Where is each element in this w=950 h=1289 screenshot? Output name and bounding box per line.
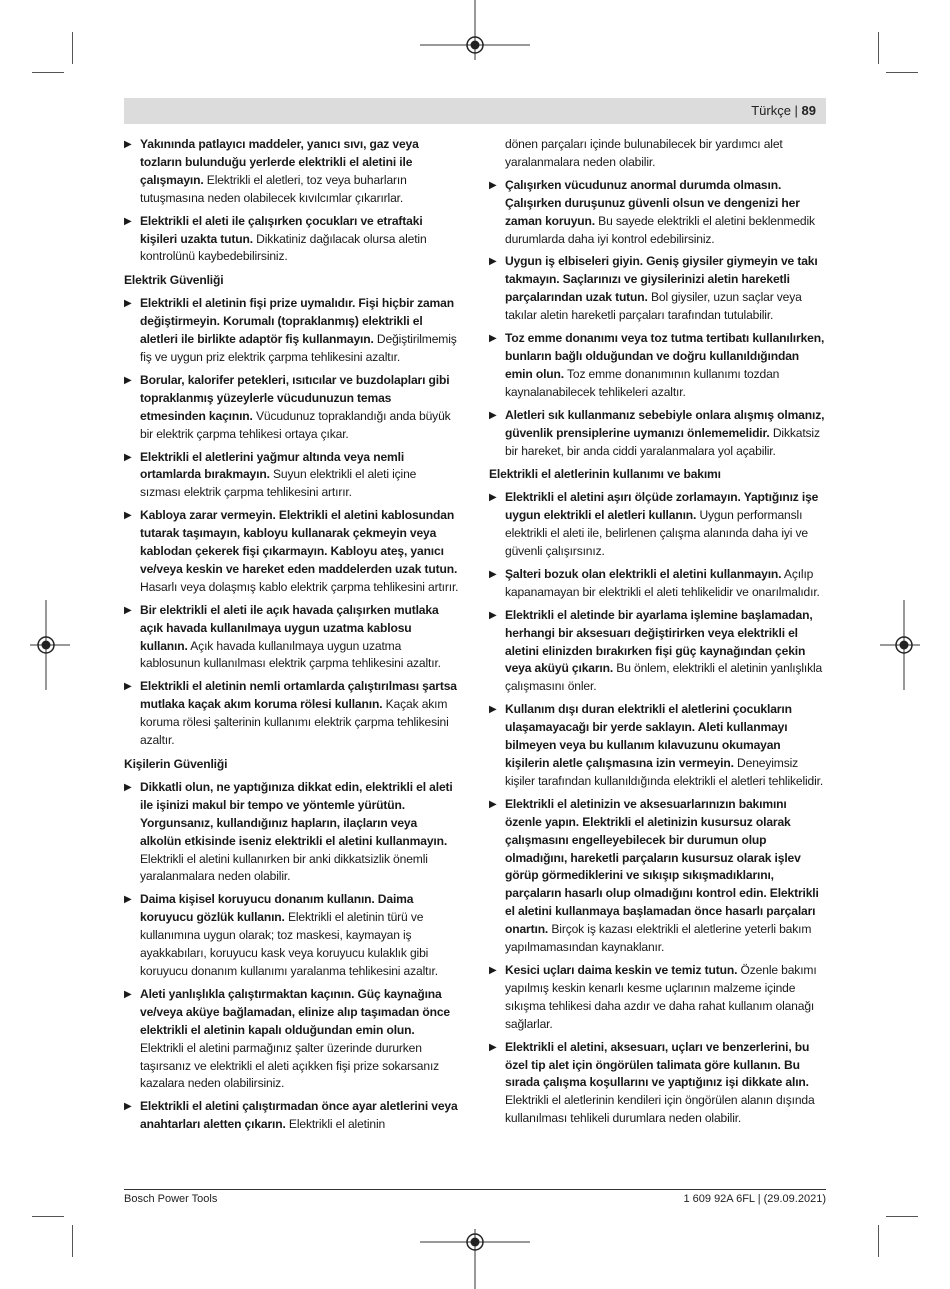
bullet-triangle-icon: ▶ — [124, 451, 132, 463]
registration-mark-bottom — [420, 1229, 530, 1289]
bullet-triangle-icon: ▶ — [489, 704, 497, 716]
safety-instruction — [489, 177, 825, 249]
section-heading: Kişilerin Güvenliği — [124, 757, 228, 771]
instruction-bold-text: Elektrikli el aletlerini yağmur altında veya nemli ortamlarda bırakmayın. — [140, 449, 405, 482]
header-text — [751, 103, 816, 118]
instruction-bold-text: Yakınında patlayıcı maddeler, yanıcı sıvı, gaz veya tozların bulunduğu yerlerde elektrikli el aletini ile çalışmayın. — [140, 137, 419, 187]
instruction-text: Kaçak akım koruma rölesi şalterinin kullanımı elektrik çarpma tehlikesini azaltır. — [140, 697, 449, 748]
instruction-text: Bol giysiler, uzun saçlar veya takılar aletin hareketli parçaları tarafından tutulabilir. — [505, 290, 802, 323]
bullet-triangle-icon: ▶ — [124, 1101, 132, 1113]
instruction-text: Elektrikli el aletleri, toz veya buharların tutuşmasına neden olabilecek kıvılcımlar çıkarırlar. — [140, 172, 407, 205]
safety-instruction — [489, 962, 825, 1034]
instruction-bold-text: Elektrikli el aletinizin ve aksesuarlarınızın bakımını özenle yapın. Elektrikli el aletinizin kusursuz olarak çalışmasını engelleyebilecek bir durumun olup olmadığını, hareketli parçaların kusursuz olarak işlev görüp görmediklerini ve sıkışıp sıkışmadıklarını, parçaların hasarlı olup olmadığını kontrol edin. Elektrikli el aletini kullanmaya başlamadan önce hasarlı parçaları onartın. — [505, 796, 819, 937]
safety-instruction — [489, 407, 825, 461]
bullet-triangle-icon: ▶ — [124, 139, 132, 150]
instruction-text: Deneyimsiz kişiler tarafından kullanıldığında elektrikli el aletleri tehlikelidir. — [505, 756, 824, 788]
safety-instruction — [489, 701, 825, 791]
footer-document-code: 1 609 92A 6FL | (29.09.2021) — [683, 1193, 826, 1205]
instruction-text: Uygun performanslı elektrikli el aleti ile, belirlenen çalışma alanında daha iyi ve güvenli çalışırsınız. — [505, 508, 808, 559]
safety-instruction — [124, 602, 460, 674]
safety-instruction — [489, 330, 825, 402]
instruction-bold-text: Bir elektrikli el aleti ile açık havada çalışırken mutlaka açık havada kullanılmaya uygun uzatma kablosu kullanın. — [140, 602, 439, 653]
crop-mark — [72, 32, 73, 64]
crop-mark — [72, 1225, 73, 1257]
instruction-bold-text: Dikkatli olun, ne yaptığınıza dikkat edin, elektrikli el aleti ile işinizi makul bir tempo ve yöntemle yürütün. Yorgunsanız, kullandığınız hapların, ilaçların veya alkolün etkisinde iseniz elektrikli el aletini kullanmayın. — [140, 779, 453, 848]
safety-instruction — [489, 1039, 825, 1129]
instruction-text: Dikkatsiz bir hareket, bir anda ciddi yaralanmalara yol açabilir. — [505, 425, 820, 458]
instruction-bold-text: Daima kişisel koruyucu donanım kullanın. Daima koruyucu gözlük kullanın. — [140, 892, 414, 925]
instruction-text: Özenle bakımı yapılmış keskin kenarlı kesme uçlarının malzeme içinde sıkışma tehlikesi daha azdır ve daha rahat kullanım olanağı sağlarlar. — [505, 962, 817, 1031]
safety-instruction — [489, 489, 825, 561]
instruction-text: Elektrikli el aletini parmağınız şalter üzerinde dururken taşırsanız ve elektrikli el aleti açıkken fişi prize sokarsanız kazalara neden olabilirsiniz. — [140, 1040, 440, 1091]
header-separator: | — [790, 103, 802, 118]
bullet-triangle-icon: ▶ — [124, 681, 132, 693]
right-column — [489, 136, 825, 1133]
instruction-text: Açık havada kullanılmaya uygun uzatma kablosunun kullanılması elektrik çarpma tehlikesini azaltır. — [140, 638, 441, 671]
instruction-bold-text: Kabloya zarar vermeyin. Elektrikli el aletini kablosundan tutarak taşımayın, kabloyu kullanarak çekmeyin veya kablodan çekerek fişi çıkarmayın. Kabloyu ateş, yanıcı ve/veya keskin ve hareket eden maddelerden uzak tutun. — [140, 508, 458, 576]
instruction-bold-text: Elektrikli el aletini aşırı ölçüde zorlamayın. Yaptığınız işe uygun elektrikli el aletleri kullanın. — [505, 490, 819, 523]
safety-instruction — [124, 213, 460, 267]
safety-instruction — [124, 136, 460, 208]
instruction-bold-text: Elektrikli el aletini, aksesuarı, uçları ve benzerlerini, bu özel tip alet için öngörülen talimata göre kullanın. Bu sırada çalışma koşullarını ve yaptığınız işi dikkate alın. — [505, 1039, 810, 1090]
crop-mark — [878, 32, 879, 64]
crop-mark — [886, 1216, 918, 1217]
bullet-triangle-icon: ▶ — [489, 256, 497, 268]
instruction-text: Birçok iş kazası elektrikli el aletlerine yeterli bakım yapılmamasından kaynaklanır. — [505, 922, 812, 955]
safety-instruction — [124, 507, 460, 597]
left-column — [124, 136, 460, 1139]
safety-instruction — [124, 295, 460, 367]
bullet-triangle-icon: ▶ — [489, 798, 497, 810]
continued-paragraph: dönen parçaları içinde bulunabilecek bir yardımcı alet yaralanmalara neden olabilir. — [505, 137, 783, 169]
registration-mark-top — [420, 0, 530, 60]
instruction-bold-text: Elektrikli el aletinin fişi prize uymalıdır. Fişi hiçbir zaman değiştirmeyin. Korumalı (topraklanmış) elektrikli el aletleri ile birlikte adaptör fiş kullanmayın. — [140, 296, 454, 347]
crop-mark — [886, 72, 918, 73]
instruction-bold-text: Elektrikli el aletinin nemli ortamlarda çalıştırılması şartsa mutlaka kaçak akım koruma rölesi kullanın. — [140, 679, 457, 712]
bullet-triangle-icon: ▶ — [489, 492, 497, 504]
safety-instruction — [124, 986, 460, 1093]
bullet-triangle-icon: ▶ — [124, 781, 132, 793]
instruction-text: Dikkatiniz dağılacak olursa aletin kontrolünü kaybedebilirsiniz. — [140, 231, 427, 264]
safety-instruction — [489, 796, 825, 957]
instruction-text: Bu sayede elektrikli el aletini beklenmedik durumlarda daha iyi kontrol edebilirsiniz. — [505, 213, 815, 246]
safety-instruction — [124, 372, 460, 444]
bullet-triangle-icon: ▶ — [489, 409, 497, 421]
safety-instruction — [489, 253, 825, 325]
instruction-text: Elektrikli el aletini kullanırken bir anki dikkatsizlik önemli yaralanmalara neden olabilir. — [140, 851, 428, 884]
bullet-triangle-icon: ▶ — [489, 964, 497, 976]
registration-mark-left — [30, 600, 70, 690]
safety-instruction — [124, 678, 460, 750]
section-heading: Elektrikli el aletlerinin kullanımı ve bakımı — [489, 467, 721, 482]
instruction-text: Suyun elektrikli el aleti içine sızması elektrik çarpma tehlikesini artırır. — [140, 467, 417, 500]
bullet-triangle-icon: ▶ — [124, 604, 132, 616]
bullet-triangle-icon: ▶ — [489, 568, 497, 580]
safety-instruction — [124, 1098, 460, 1134]
crop-mark — [32, 1216, 64, 1217]
footer-brand: Bosch Power Tools — [124, 1193, 218, 1205]
bullet-triangle-icon: ▶ — [124, 988, 132, 1000]
page-header — [124, 98, 826, 124]
instruction-text: Hasarlı veya dolaşmış kablo elektrik çarpma tehlikesini artırır. — [140, 579, 459, 594]
instruction-bold-text: Elektrikli el aletini çalıştırmadan önce ayar aletlerini veya anahtarları aletten çıkarın. — [140, 1099, 458, 1132]
page-number: 89 — [801, 103, 816, 118]
safety-instruction — [489, 607, 825, 697]
instruction-text: Toz emme donanımının kullanımı tozdan kaynalanabilecek tehlikeleri azaltır. — [505, 366, 780, 399]
bullet-triangle-icon: ▶ — [124, 298, 132, 310]
instruction-text: Elektrikli el aletinin türü ve kullanımına uygun olarak; toz maskesi, kaymayan iş ayakkabıları, koruyucu kask veya koruyucu kulaklık gibi koruyucu donanım kullanımı yaralanma tehlikesini azaltır. — [140, 910, 438, 978]
instruction-text: Vücudunuz topraklandığı anda büyük bir elektrik çarpma tehlikesi ortaya çıkar. — [140, 408, 451, 441]
page-footer — [124, 1189, 826, 1205]
bullet-triangle-icon: ▶ — [124, 894, 132, 906]
instruction-bold-text: Şalteri bozuk olan elektrikli el aletini kullanmayın. — [505, 566, 782, 581]
instruction-bold-text: Kesici uçları daima keskin ve temiz tutun. — [505, 962, 738, 977]
instruction-text: Açılıp kapanamayan bir elektrikli el aleti tehlikelidir ve onarılmalıdır. — [505, 566, 820, 599]
crop-mark — [878, 1225, 879, 1257]
crop-mark — [32, 72, 64, 73]
bullet-triangle-icon: ▶ — [124, 215, 132, 227]
instruction-bold-text: Uygun iş elbiseleri giyin. Geniş giysiler giymeyin ve takı takmayın. Saçlarınızı ve giysilerinizi aletin hareketli parçalarından uzak tutun. — [505, 254, 818, 305]
instruction-bold-text: Aletleri sık kullanmanız sebebiyle onlara alışmış olmanız, güvenlik prensiplerine uymanızı önlememelidir. — [505, 407, 825, 440]
instruction-bold-text: Borular, kalorifer petekleri, ısıtıcılar ve buzdolapları gibi topraklanmış yüzeylerle vücudunuzun temas etmesinden kaçının. — [140, 372, 450, 423]
bullet-triangle-icon: ▶ — [489, 1041, 497, 1053]
instruction-text: Değiştirilmemiş fiş ve uygun priz elektrik çarpma tehlikesini azaltır. — [140, 332, 457, 364]
safety-instruction — [124, 449, 460, 503]
bullet-triangle-icon: ▶ — [489, 179, 497, 191]
registration-mark-right — [880, 600, 920, 690]
instruction-bold-text: Kullanım dışı duran elektrikli el aletlerini çocukların ulaşamayacağı bir yerde saklayın. Aleti kullanmayı bilmeyen veya bu kullanım kılavuzunu okumayan kişilerin aletle çalışmasına izin vermeyin. — [505, 702, 792, 770]
bullet-triangle-icon: ▶ — [489, 609, 497, 621]
header-language: Türkçe — [751, 103, 791, 118]
bullet-triangle-icon: ▶ — [489, 333, 497, 345]
bullet-triangle-icon: ▶ — [124, 374, 132, 386]
section-heading: Elektrik Güvenliği — [124, 273, 224, 288]
instruction-bold-text: Aleti yanlışlıkla çalıştırmaktan kaçının. Güç kaynağına ve/veya aküye bağlamadan, elinize alıp taşımadan önce elektrikli el aletinin kapalı olduğundan emin olun. — [140, 986, 450, 1037]
instruction-bold-text: Elektrikli el aleti ile çalışırken çocukları ve etraftaki kişileri uzakta tutun. — [140, 213, 423, 246]
instruction-text: Elektrikli el aletlerinin kendileri için öngörülen alanın dışında kullanılması tehlikeli durumlara neden olabilir. — [505, 1093, 815, 1126]
instruction-bold-text: Çalışırken vücudunuz anormal durumda olmasın. Çalışırken duruşunuz güvenli olsun ve dengenizi her zaman koruyun. — [505, 177, 800, 228]
bullet-triangle-icon: ▶ — [124, 510, 132, 522]
safety-instruction — [124, 891, 460, 981]
safety-instruction — [489, 566, 825, 602]
instruction-bold-text: Toz emme donanımı veya toz tutma tertibatı kullanılırken, bunların bağlı olduğundan ve doğru kullanıldığından emin olun. — [505, 331, 825, 381]
instruction-text: Elektrikli el aletinin — [285, 1117, 386, 1132]
instruction-text: Bu önlem, elektrikli el aletinin yanlışlıkla çalışmasını önler. — [505, 661, 823, 694]
safety-instruction — [124, 779, 460, 886]
instruction-bold-text: Elektrikli el aletinde bir ayarlama işlemine başlamadan, herhangi bir aksesuarı değiştirirken veya elektrikli el aletini elinizden bırakırken fişi güç kaynağından çekin veya aküyü çıkarın. — [505, 607, 813, 676]
